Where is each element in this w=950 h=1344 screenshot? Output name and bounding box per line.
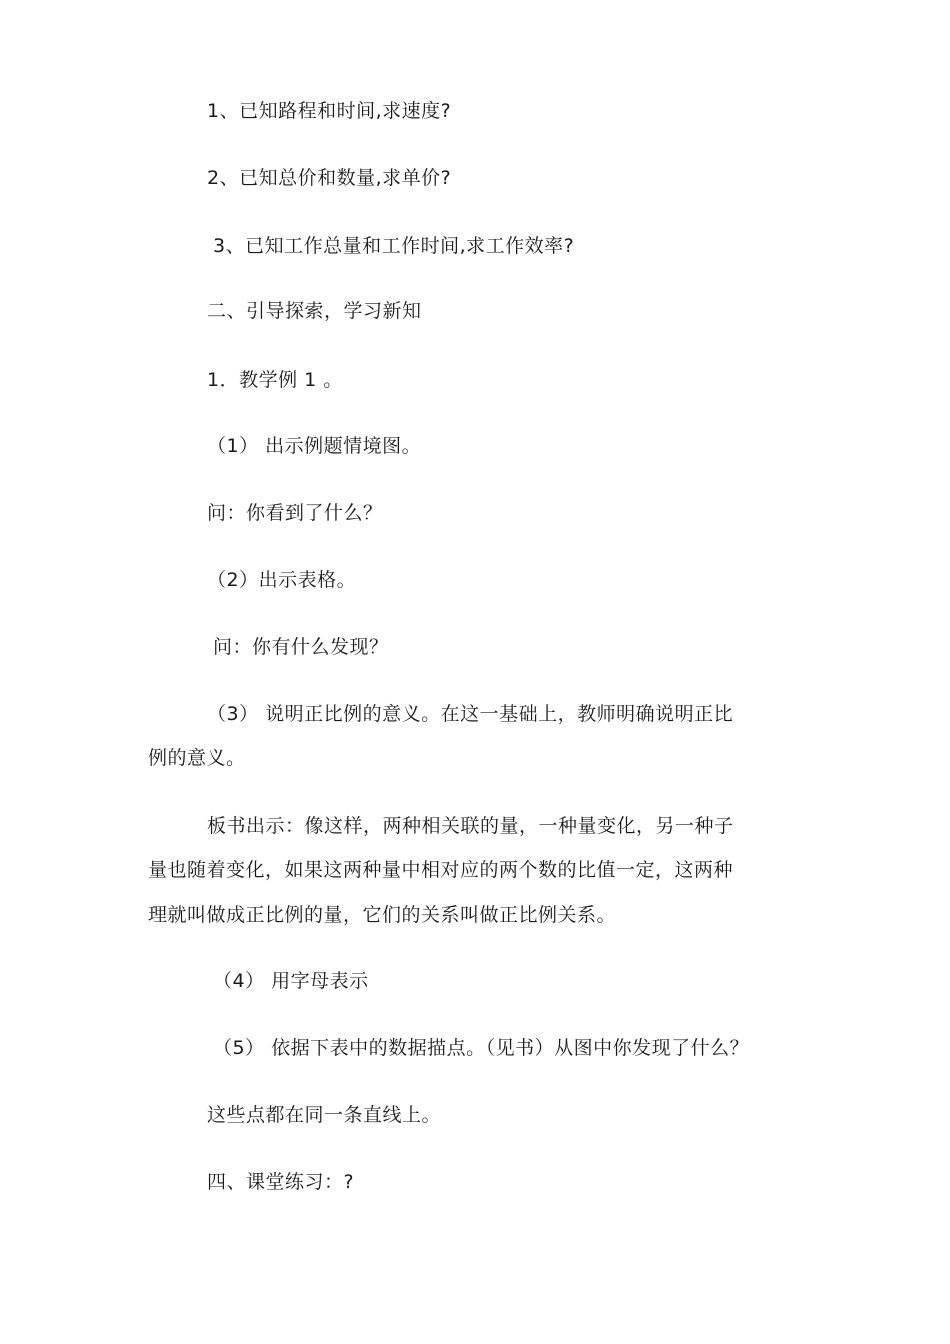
step-2-text: （2）出示表格。 bbox=[207, 569, 357, 591]
question-what-see: 问：你看到了什么？ bbox=[207, 502, 383, 524]
step-3-line-1: （3） 说明正比例的意义。在这一基础上，教师明确说明正比 bbox=[207, 703, 734, 725]
section-heading-practice: 四、课堂练习：? bbox=[207, 1171, 355, 1193]
step-3-line-2: 例的意义。 bbox=[148, 747, 246, 769]
example-heading: 1．教学例 1 。 bbox=[207, 369, 343, 391]
question-what-discover: 问：你有什么发现？ bbox=[213, 636, 389, 658]
step-1-text: （1） 出示例题情境图。 bbox=[207, 435, 422, 457]
question-speed: 1、已知路程和时间,求速度? bbox=[207, 100, 452, 122]
board-line-2: 量也随着变化，如果这两种量中相对应的两个数的比值一定，这两种 bbox=[148, 859, 734, 881]
points-same-line-text: 这些点都在同一条直线上。 bbox=[207, 1104, 442, 1126]
question-unit-price: 2、已知总价和数量,求单价? bbox=[207, 167, 452, 189]
board-line-3: 理就叫做成正比例的量，它们的关系叫做正比例关系。 bbox=[148, 904, 617, 926]
step-4-text: （4） 用字母表示 bbox=[213, 970, 369, 992]
step-5-text: （5） 依据下表中的数据描点。（见书）从图中你发现了什么？ bbox=[213, 1037, 750, 1059]
board-line-1: 板书出示：像这样，两种相关联的量，一种量变化，另一种子 bbox=[207, 815, 734, 837]
section-heading-explore: 二、引导探索，学习新知 bbox=[207, 300, 422, 322]
question-work-efficiency: 3、已知工作总量和工作时间,求工作效率? bbox=[213, 235, 575, 257]
